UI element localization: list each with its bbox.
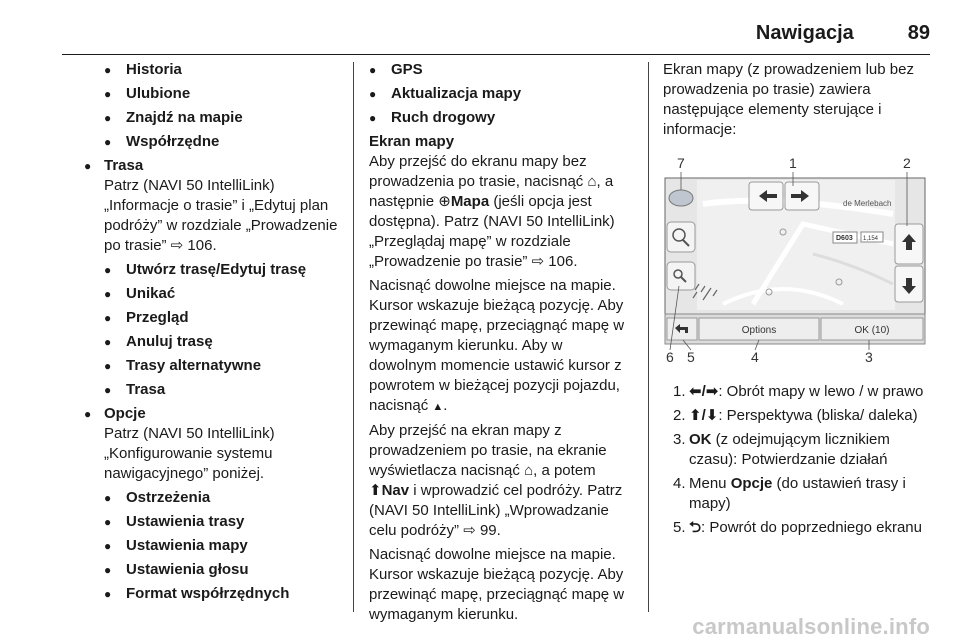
section-opcje <box>82 404 344 484</box>
section-trasa-title: ● Trasa <box>104 157 144 174</box>
callout-2: 2 <box>903 155 911 171</box>
section-opcje-text: Patrz (NAVI 50 IntelliLink) „Konfigurowanie systemu nawigacyjnego” poniżej. <box>104 425 275 482</box>
nav-arrow-icon: ⬆ <box>369 482 382 499</box>
column-2 <box>369 60 634 629</box>
list-item: ● Ostrzeżenia <box>82 488 344 508</box>
list-item: ● Ustawienia głosu <box>82 560 344 580</box>
map-screen-illustration <box>663 154 927 364</box>
column-1 <box>82 60 344 608</box>
compass-icon <box>669 190 693 206</box>
paragraph: Nacisnąć dowolne miejsce na mapie. Kursor wskazuje bieżącą pozycję. Aby przewinąć mapę, przeciągnąć mapę w wymaganym kierunku. Aby w dowolnym momencie ustawić kursor z powrotem w bieżącej pozycji pojazdu, nacisnąć ▲. <box>369 277 625 414</box>
map-road-label: D603 <box>836 235 853 242</box>
page-number: 89 <box>907 22 930 44</box>
legend-item: 3. OK (z odejmującym licznikiem czasu): Potwierdzanie działań <box>673 431 890 468</box>
legend-item: 2. ⬆/⬇: Perspektywa (bliska/ daleka) <box>673 407 918 424</box>
list-item: ● Trasy alternatywne <box>82 356 344 376</box>
callout-4: 4 <box>751 349 759 364</box>
paragraph: Ekran mapy (z prowadzeniem lub bez prowadzenia po trasie) zawiera następujące elementy sterujące i informacje: <box>663 61 914 138</box>
callout-6: 6 <box>666 349 674 364</box>
rotate-arrows-icon: ⬅/➡ <box>689 383 719 400</box>
column-divider-2 <box>648 62 649 612</box>
list-item: ● GPS <box>347 60 634 80</box>
section-title: Nawigacja <box>755 22 854 44</box>
paragraph: Aby przejść do ekranu mapy bez prowadzenia po trasie, nacisnąć ⌂, a następnie ⊕Mapa (jeśli opcja jest dostępna). Patrz (NAVI 50 IntelliLink) „Przeglądaj mapę” w rozdziale „Prowadzenie po trasie” ⇨ 106. <box>369 153 615 270</box>
column-3 <box>663 60 933 542</box>
list-item: ● Przegląd <box>82 308 344 328</box>
column-divider-1 <box>353 62 354 612</box>
paragraph: Aby przejść na ekran mapy z prowadzeniem po trasie, na ekranie wyświetlacza nacisnąć ⌂, a potem ⬆Nav i wprowadzić cel podróży. Patrz (NAVI 50 IntelliLink) „Wprowadzanie celu podróży” ⇨ 99. <box>369 422 623 539</box>
section-opcje-title: ● Opcje <box>104 405 146 422</box>
watermark: carmanualsonline.info <box>692 614 930 639</box>
list-item: ● Ulubione <box>82 84 344 104</box>
section-trasa-text: Patrz (NAVI 50 IntelliLink) „Informacje o trasie” i „Edytuj plan podróży” w rozdziale „Prowadzenie po trasie” ⇨ 106. <box>104 177 338 254</box>
globe-icon: ⊕ <box>438 193 451 210</box>
list-item: ● Znajdź na mapie <box>82 108 344 128</box>
legend-item: 5. ⮌: Powrót do poprzedniego ekranu <box>673 519 922 536</box>
list-item: ● Ruch drogowy <box>347 108 634 128</box>
callout-7: 7 <box>677 155 685 171</box>
legend-item: 4. Menu Opcje (do ustawień trasy i mapy) <box>673 475 906 512</box>
paragraph: Nacisnąć dowolne miejsce na mapie. Kursor wskazuje bieżącą pozycję. Aby przewinąć mapę, przeciągnąć mapę w wymaganym kierunku. <box>369 546 625 623</box>
list-item: ● Trasa <box>82 380 344 400</box>
callout-1: 1 <box>789 155 797 171</box>
legend-item: 1. ⬅/➡: Obrót mapy w lewo / w prawo <box>673 383 924 400</box>
options-button: Options <box>741 325 777 336</box>
ok-button: OK (10) <box>854 325 890 336</box>
header-rule <box>62 54 930 55</box>
list-item: ● Współrzędne <box>82 132 344 152</box>
list-item: ● Unikać <box>82 284 344 304</box>
map-place-label: de Merlebach <box>843 199 892 208</box>
callout-3: 3 <box>865 349 873 364</box>
list-item: ● Historia <box>82 60 344 80</box>
list-item: ● Format współrzędnych <box>82 584 344 604</box>
perspective-arrows-icon: ⬆/⬇ <box>689 407 719 424</box>
section-trasa <box>82 156 344 256</box>
callout-5: 5 <box>687 349 695 364</box>
back-arrow-icon: ⮌ <box>689 519 702 536</box>
list-item: ● Aktualizacja mapy <box>347 84 634 104</box>
list-item: ● Ustawienia trasy <box>82 512 344 532</box>
caret-up-icon: ▲ <box>432 401 444 413</box>
map-road-number: 1,154 <box>863 236 879 242</box>
legend-list <box>663 382 933 538</box>
list-item: ● Ustawienia mapy <box>82 536 344 556</box>
home-icon: ⌂ <box>587 173 597 190</box>
list-item: ● Anuluj trasę <box>82 332 344 352</box>
page-header <box>756 22 930 52</box>
home-icon: ⌂ <box>524 462 534 479</box>
list-item: ● Utwórz trasę/Edytuj trasę <box>82 260 344 280</box>
section-heading: Ekran mapy <box>369 133 455 150</box>
